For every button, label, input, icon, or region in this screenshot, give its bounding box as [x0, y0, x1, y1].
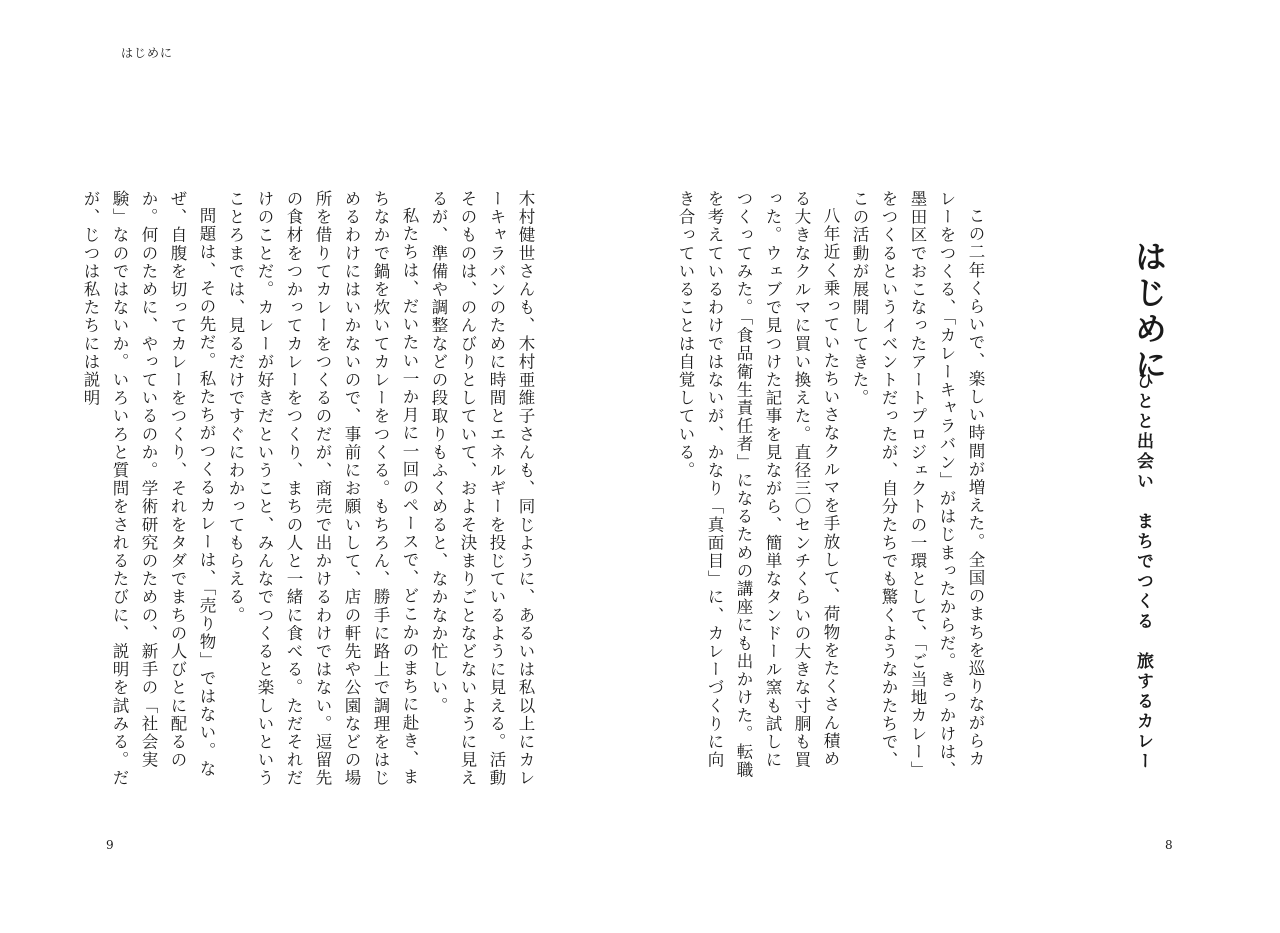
left-page-body: [76, 190, 540, 790]
chapter-subtitle: ひとと出会い まちでつくる 旅するカレー: [1133, 372, 1153, 772]
chapter-title: はじめに: [1130, 240, 1168, 384]
left-paragraph-2: 私たちは、だいたい一か月に一回のペースで、どこかのまちに赴き、まちなかで鍋を炊いてカレーをつくる。もちろん、勝手に路上で調理をはじめるわけにはいかないので、事前にお願いして、店の軒先や公園などの場所を借りてカレーをつくるのだが、商売で出かけるわけではない。逗留先の食材をつかってカレーをつくり、まちの人と一緒に食べる。ただそれだけのことだ。カレーが好きだということ、みんなでつくると楽しいということろまでは、見るだけですぐにわかってもらえる。: [226, 190, 419, 788]
right-paragraph-1: この二年くらいで、楽しい時間が増えた。全国のまちを巡りながらカレーをつくる、「カレーキャラバン」がはじまったからだ。きっかけは、墨田区でおこなったアートプロジェクトの一環として、「ご当地カレー」をつくるというイベントだったが、自分たちでも驚くようなかたちで、この活動が展開してきた。: [850, 190, 985, 780]
right-paragraph-2: 八年近く乗っていたちいさなクルマを手放して、荷物をたくさん積める大きなクルマに買い換えた。直径三〇センチくらいの大きな寸胴も買った。ウェブで見つけた記事を見ながら、簡単なタンドール窯も試しにつくってみた。「食品衛生責任者」になるための講座にも出かけた。転職を考えているわけではないが、かなり「真面目」に、カレーづくりに向き合っていることは自覚している。: [676, 190, 840, 780]
page-number-right: 8: [1165, 838, 1173, 852]
running-head: はじめに: [121, 46, 174, 60]
page-number-left: 9: [106, 838, 114, 852]
left-paragraph-1: 木村健世さんも、木村亜維子さんも、同じように、あるいは私以上にカレーキャラバンのために時間とエネルギーを投じているように見える。活動そのものは、のんびりとしていて、およそ決まりごとなどないように見えるが、準備や調整などの段取りもふくめると、なかなか忙しい。: [429, 190, 535, 788]
left-paragraph-3: 問題は、その先だ。私たちがつくるカレーは、「売り物」ではない。なぜ、自腹を切ってカレーをつくり、それをタダでまちの人びとに配るのか。何のために、やっているのか。学術研究のための、新手の「社会実験」なのではないか。いろいろと質問をされるたびに、説明を試みる。だが、じつは私たちには説明: [81, 190, 216, 788]
right-page-body: [671, 190, 990, 785]
